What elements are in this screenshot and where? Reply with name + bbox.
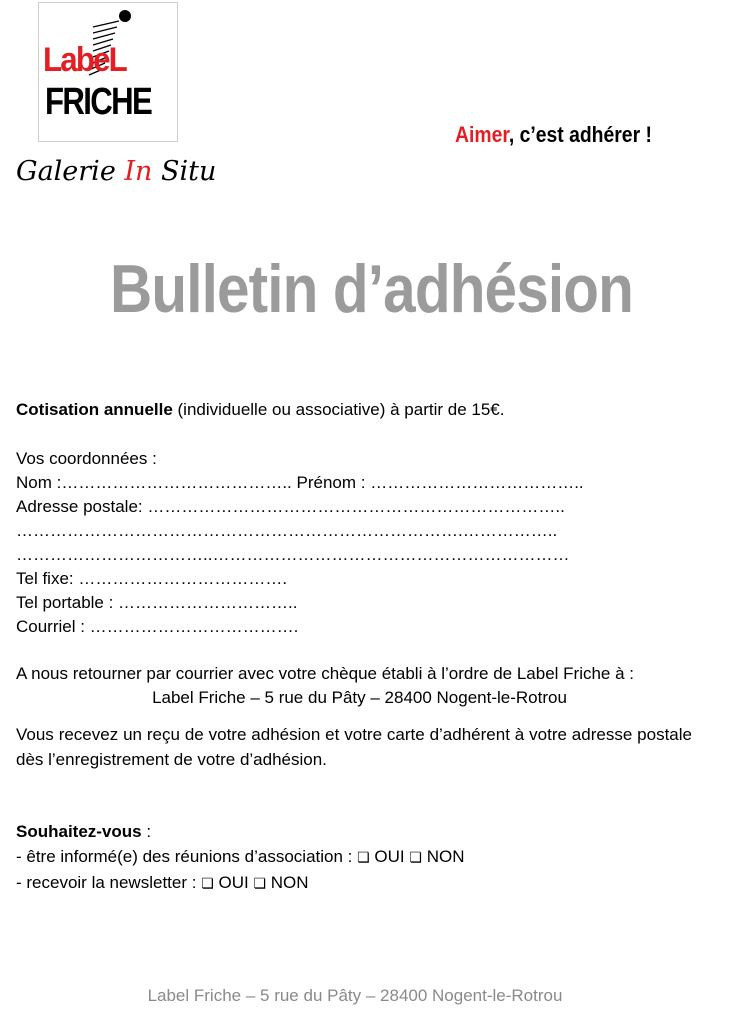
recu-paragraph: Vous recevez un reçu de votre adhésion et votre carte d’adhérent à votre adresse postale dès l’enregistrement de votre d’adhésion. [16,725,692,769]
tagline-rest: , c’est adhérer ! [508,122,652,147]
option-non: NON [426,847,465,866]
checkbox-icon[interactable]: ❏ [409,849,422,865]
option-oui: OUI [218,873,249,892]
adresse-line-1[interactable]: …………………………………………………………………….…………….. [16,521,558,540]
tel-portable-field[interactable]: Tel portable : ………………………….. [16,593,298,612]
nom-prenom-field[interactable]: Nom :………………………………….. Prénom : ……………………………….. [16,473,584,492]
tagline [455,122,652,148]
label-friche-logo [38,2,178,142]
gallery-prefix: Galerie [16,156,125,187]
souhaitez-colon: : [141,822,152,841]
gallery-name [16,156,216,187]
question-newsletter [16,871,309,895]
courriel-field[interactable]: Courriel : ………………………………. [16,617,299,636]
question-reunions [16,845,464,869]
souhaitez-heading [16,820,151,844]
coordonnees-heading: Vos coordonnées : [16,449,157,468]
option-oui: OUI [374,847,405,866]
question-reunions-label: - être informé(e) des réunions d’association : [16,847,353,866]
cotisation-bold: Cotisation annuelle [16,400,173,419]
cotisation-rest: (individuelle ou associative) à partir de 15€. [172,400,505,419]
tel-fixe-field[interactable]: Tel fixe: ………………………………. [16,569,288,588]
gallery-accent: In [124,156,153,187]
retour-address: Label Friche – 5 rue du Pâty – 28400 Nogent-le-Rotrou [152,688,567,707]
checkbox-icon[interactable]: ❏ [357,849,370,865]
gallery-suffix: Situ [152,156,217,187]
adresse-field[interactable]: Adresse postale: ……………………………………………………………….. [16,497,565,516]
adresse-line-2[interactable]: ……………………………..……………………………………………………… [16,545,570,564]
tagline-accent: Aimer [455,122,509,147]
option-non: NON [270,873,309,892]
logo-word-label: LabeL [43,41,126,79]
checkbox-icon[interactable]: ❏ [253,875,267,891]
cotisation-line [16,398,504,422]
souhaitez-bold: Souhaitez-vous [16,822,142,841]
checkbox-icon[interactable]: ❏ [201,875,214,891]
question-newsletter-label: - recevoir la newsletter : [16,873,197,892]
retour-instructions: A nous retourner par courrier avec votre chèque établi à l’ordre de Label Friche à : [16,664,635,683]
footer-address: Label Friche – 5 rue du Pâty – 28400 Nogent-le-Rotrou [147,986,563,1005]
logo-word-friche: FRICHE [45,81,152,123]
page-title: Bulletin d’adhésion [109,251,633,327]
